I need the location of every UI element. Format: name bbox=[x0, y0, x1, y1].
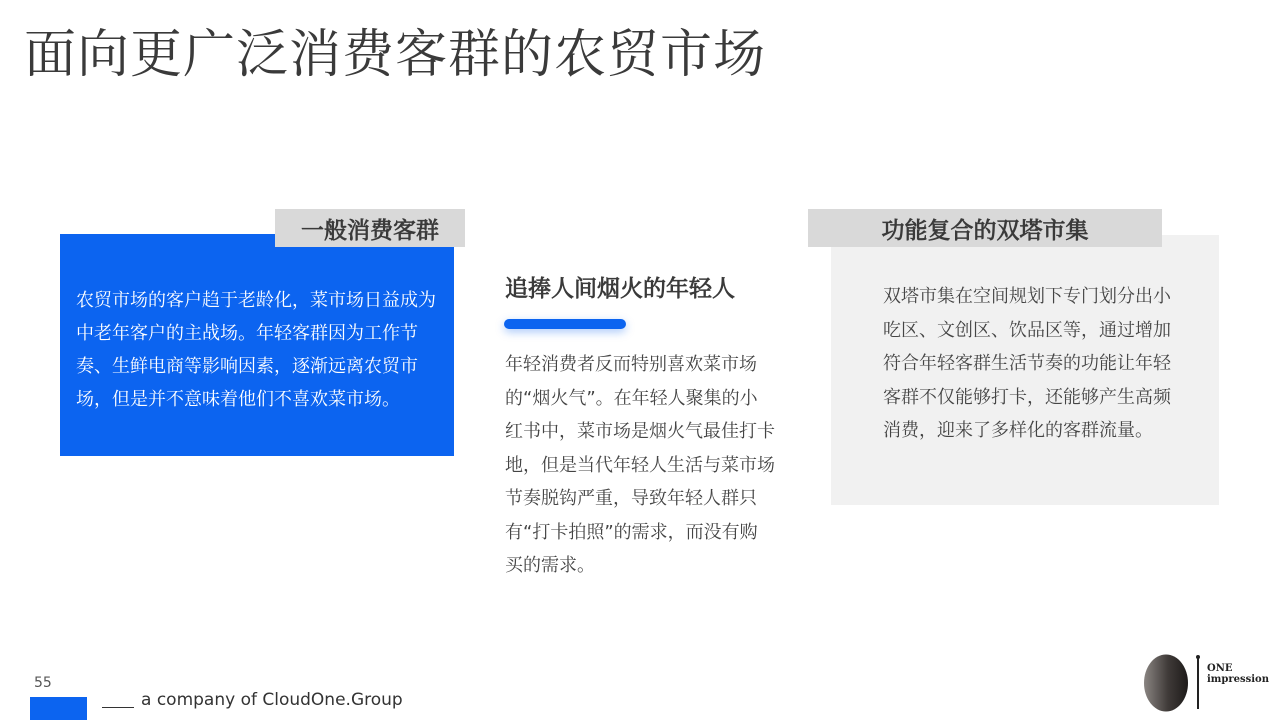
logo-wordmark bbox=[1207, 663, 1269, 685]
footer-blue-block bbox=[30, 697, 87, 720]
heading-accent-bar bbox=[504, 319, 626, 329]
page-title: 面向更广泛消费客群的农贸市场 bbox=[24, 25, 767, 85]
young-people-heading: 追捧人间烟火的年轻人 bbox=[505, 276, 735, 302]
twin-tower-text: 双塔市集在空间规划下专门划分出小吃区、文创区、饮品区等，通过增加符合年轻客群生活节奏的功能让年轻客群不仅能够打卡，还能够产生高频消费，迎来了多样化的客群流量。 bbox=[883, 286, 1171, 441]
general-customers-text: 农贸市场的客户趋于老龄化，菜市场日益成为中老年客户的主战场。年轻客群因为工作节奏、生鲜电商等影响因素，逐渐远离农贸市场，但是并不意味着他们不喜欢菜市场。 bbox=[76, 290, 436, 410]
logo-divider bbox=[1197, 657, 1199, 709]
twin-tower-tag: 功能复合的双塔市集 bbox=[808, 209, 1162, 247]
logo-line-one: ONE bbox=[1207, 663, 1233, 674]
page-number: 55 bbox=[34, 675, 52, 691]
general-customers-tag: 一般消费客群 bbox=[275, 209, 465, 247]
logo-icon bbox=[1143, 654, 1189, 712]
young-people-text: 年轻消费者反而特别喜欢菜市场的“烟火气”。在年轻人聚集的小红书中，菜市场是烟火气最佳打卡地，但是当代年轻人生活与菜市场节奏脱钩严重，导致年轻人群只有“打卡拍照”的需求，而没有购买的需求。 bbox=[505, 354, 775, 576]
logo-line-two: impression bbox=[1207, 674, 1270, 685]
twin-tower-card bbox=[831, 235, 1219, 505]
company-tagline: a company of CloudOne.Group bbox=[141, 690, 403, 710]
footer-divider bbox=[102, 707, 134, 708]
general-customers-card bbox=[60, 234, 454, 456]
